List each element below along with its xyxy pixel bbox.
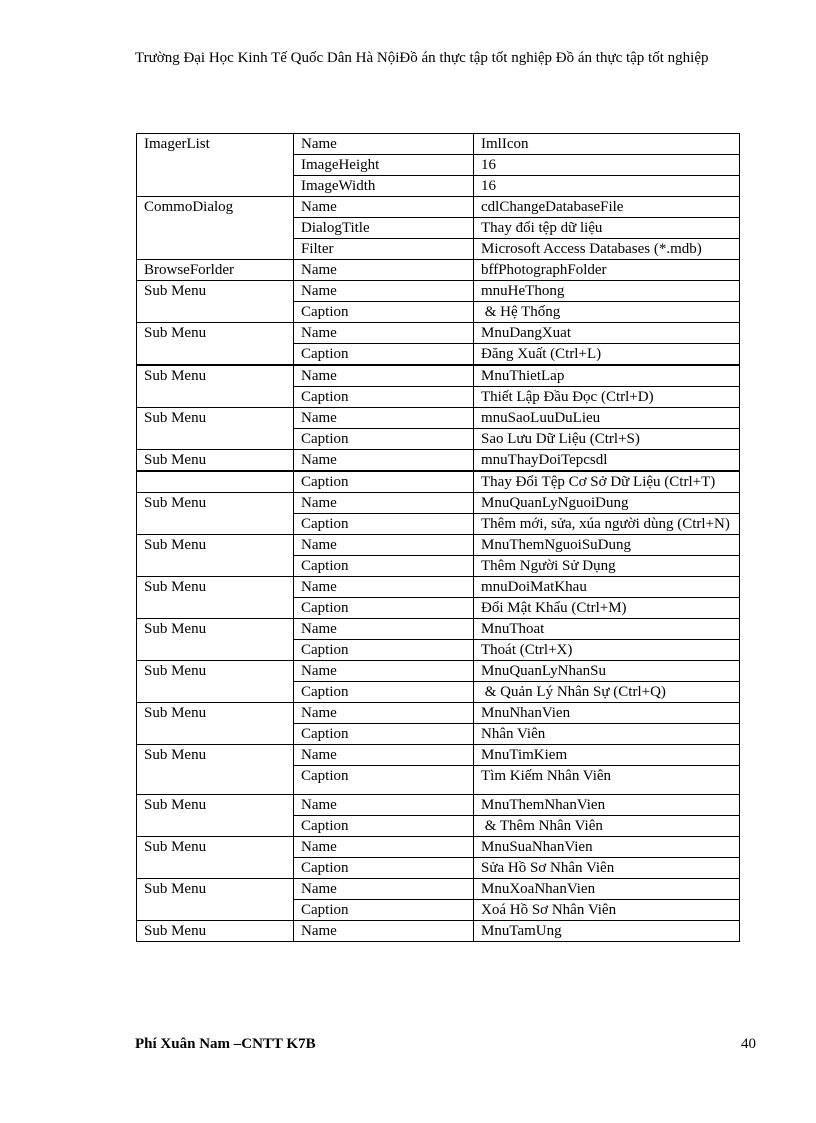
property-value-cell: MnuNhanVien [474, 703, 740, 724]
property-value-cell: MnuThietLap [474, 365, 740, 387]
property-name-cell: Name [294, 260, 474, 281]
property-name-cell: Caption [294, 816, 474, 837]
control-type-cell: Sub Menu [137, 661, 294, 703]
property-name-cell: Name [294, 619, 474, 640]
control-type-cell: Sub Menu [137, 879, 294, 921]
property-name-cell: Name [294, 879, 474, 900]
table-row [137, 471, 740, 493]
property-value-cell: & Hệ Thống [474, 302, 740, 323]
property-name-cell: Name [294, 837, 474, 858]
header-text: Trường Đại Học Kinh Tế Quốc Dân Hà NộiĐồ án thực tập tốt nghiệp Đồ án thực tập tốt nghiệp [135, 50, 709, 66]
property-value-cell: Xoá Hồ Sơ Nhân Viên [474, 900, 740, 921]
property-name-cell: ImageHeight [294, 155, 474, 176]
property-name-cell: Name [294, 745, 474, 766]
table-row [137, 703, 740, 724]
property-name-cell: Name [294, 323, 474, 344]
control-type-cell: Sub Menu [137, 281, 294, 323]
property-name-cell: Name [294, 281, 474, 302]
table-row [137, 365, 740, 387]
property-name-cell: Caption [294, 766, 474, 795]
control-type-cell: Sub Menu [137, 365, 294, 408]
footer-author: Phí Xuân Nam –CNTT K7B [135, 1036, 316, 1052]
property-value-cell: Sửa Hồ Sơ Nhân Viên [474, 858, 740, 879]
property-value-cell: MnuSuaNhanVien [474, 837, 740, 858]
property-name-cell: Caption [294, 682, 474, 703]
table-row [137, 260, 740, 281]
property-value-cell: 16 [474, 176, 740, 197]
property-value-cell: Thêm mới, sửa, xúa người dùng (Ctrl+N) [474, 514, 740, 535]
table-row [137, 197, 740, 218]
property-value-cell: Sao Lưu Dữ Liệu (Ctrl+S) [474, 429, 740, 450]
property-value-cell: Tìm Kiếm Nhân Viên [474, 766, 740, 795]
property-name-cell: Name [294, 921, 474, 942]
property-name-cell: Name [294, 408, 474, 429]
control-type-cell: Sub Menu [137, 837, 294, 879]
control-type-cell: Sub Menu [137, 703, 294, 745]
property-value-cell: Thoát (Ctrl+X) [474, 640, 740, 661]
property-name-cell: Caption [294, 900, 474, 921]
property-value-cell: MnuDangXuat [474, 323, 740, 344]
property-name-cell: Caption [294, 471, 474, 493]
property-value-cell: MnuQuanLyNhanSu [474, 661, 740, 682]
property-name-cell: Caption [294, 724, 474, 745]
property-name-cell: Caption [294, 640, 474, 661]
table-row [137, 281, 740, 302]
control-type-cell: CommoDialog [137, 197, 294, 260]
control-type-cell: Sub Menu [137, 323, 294, 366]
property-value-cell: mnuHeThong [474, 281, 740, 302]
table-row [137, 795, 740, 816]
property-name-cell: Caption [294, 858, 474, 879]
control-type-cell: Sub Menu [137, 795, 294, 837]
control-type-cell: BrowseForlder [137, 260, 294, 281]
property-value-cell: MnuXoaNhanVien [474, 879, 740, 900]
page-number: 40 [741, 1036, 756, 1052]
table-row [137, 493, 740, 514]
property-name-cell: Caption [294, 429, 474, 450]
property-value-cell: MnuThemNhanVien [474, 795, 740, 816]
property-value-cell: Đăng Xuất (Ctrl+L) [474, 344, 740, 366]
property-name-cell: Name [294, 795, 474, 816]
property-name-cell: Name [294, 450, 474, 472]
table-row [137, 619, 740, 640]
property-value-cell: 16 [474, 155, 740, 176]
table-row [137, 134, 740, 155]
property-name-cell: Caption [294, 302, 474, 323]
control-type-cell: Sub Menu [137, 619, 294, 661]
control-type-cell: Sub Menu [137, 408, 294, 450]
property-value-cell: MnuTimKiem [474, 745, 740, 766]
property-name-cell: Name [294, 493, 474, 514]
properties-table-body [137, 134, 740, 942]
property-name-cell: Caption [294, 387, 474, 408]
property-name-cell: Name [294, 134, 474, 155]
control-type-cell: Sub Menu [137, 535, 294, 577]
table-row [137, 661, 740, 682]
property-name-cell: Caption [294, 556, 474, 577]
control-type-cell: Sub Menu [137, 577, 294, 619]
table-row [137, 450, 740, 472]
property-value-cell: & Thêm Nhân Viên [474, 816, 740, 837]
property-value-cell: Thêm Người Sử Dụng [474, 556, 740, 577]
property-name-cell: ImageWidth [294, 176, 474, 197]
property-name-cell: Caption [294, 344, 474, 366]
property-value-cell: Thay Đổi Tệp Cơ Sở Dữ Liệu (Ctrl+T) [474, 471, 740, 493]
property-value-cell: Thiết Lập Đầu Đọc (Ctrl+D) [474, 387, 740, 408]
property-value-cell: mnuSaoLuuDuLieu [474, 408, 740, 429]
property-name-cell: Caption [294, 514, 474, 535]
table-row [137, 879, 740, 900]
property-value-cell: mnuThayDoiTepcsdl [474, 450, 740, 472]
property-value-cell: Thay đổi tệp dữ liệu [474, 218, 740, 239]
control-type-cell [137, 471, 294, 493]
control-type-cell: Sub Menu [137, 745, 294, 795]
property-name-cell: Name [294, 661, 474, 682]
property-value-cell: MnuThoat [474, 619, 740, 640]
table-row [137, 921, 740, 942]
table-row [137, 323, 740, 344]
property-name-cell: Name [294, 577, 474, 598]
property-name-cell: Name [294, 703, 474, 724]
property-name-cell: Name [294, 365, 474, 387]
property-value-cell: ImlIcon [474, 134, 740, 155]
property-value-cell: mnuDoiMatKhau [474, 577, 740, 598]
property-value-cell: Đổi Mật Khẩu (Ctrl+M) [474, 598, 740, 619]
property-value-cell: MnuThemNguoiSuDung [474, 535, 740, 556]
property-value-cell: & Quản Lý Nhân Sự (Ctrl+Q) [474, 682, 740, 703]
table-row [137, 535, 740, 556]
property-value-cell: Nhân Viên [474, 724, 740, 745]
properties-table [136, 133, 740, 942]
property-value-cell: cdlChangeDatabaseFile [474, 197, 740, 218]
property-value-cell: Microsoft Access Databases (*.mdb) [474, 239, 740, 260]
table-row [137, 837, 740, 858]
property-name-cell: Name [294, 535, 474, 556]
control-type-cell: Sub Menu [137, 493, 294, 535]
table-row [137, 745, 740, 766]
table-row [137, 408, 740, 429]
control-type-cell: ImagerList [137, 134, 294, 197]
control-type-cell: Sub Menu [137, 921, 294, 942]
property-value-cell: MnuTamUng [474, 921, 740, 942]
property-name-cell: Filter [294, 239, 474, 260]
property-name-cell: Name [294, 197, 474, 218]
property-value-cell: bffPhotographFolder [474, 260, 740, 281]
table-row [137, 577, 740, 598]
control-type-cell: Sub Menu [137, 450, 294, 472]
property-name-cell: Caption [294, 598, 474, 619]
page-header [135, 48, 760, 69]
property-name-cell: DialogTitle [294, 218, 474, 239]
property-value-cell: MnuQuanLyNguoiDung [474, 493, 740, 514]
